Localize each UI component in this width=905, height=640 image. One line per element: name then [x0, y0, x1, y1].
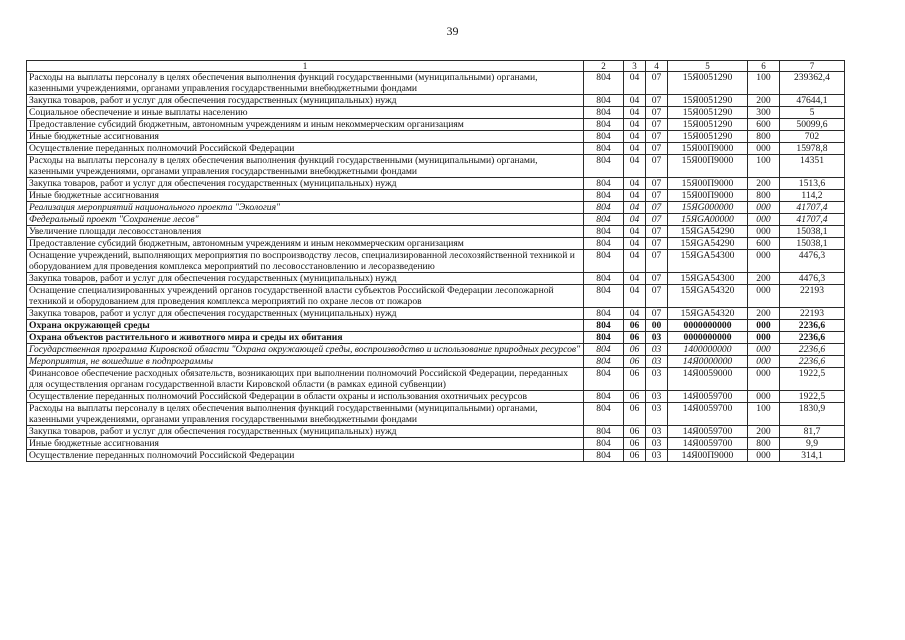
ministry-code-cell: 804	[584, 344, 624, 356]
ministry-code-cell: 804	[584, 308, 624, 320]
expense-type-cell: 000	[748, 226, 780, 238]
expense-name-cell: Закупка товаров, работ и услуг для обеспечения государственных (муниципальных) нужд	[27, 273, 584, 285]
target-article-cell: 14Я00П9000	[668, 450, 748, 462]
ministry-code-cell: 804	[584, 332, 624, 344]
ministry-code-cell: 804	[584, 202, 624, 214]
subsection-code-cell: 07	[646, 143, 668, 155]
section-code-cell: 06	[624, 426, 646, 438]
section-code-cell: 04	[624, 107, 646, 119]
expense-type-cell: 000	[748, 391, 780, 403]
expense-name-cell: Финансовое обеспечение расходных обязательств, возникающих при выполнении полномочий Российской Федерации, переданных для осуществления органам государственной власти Кировской области (в рамках единой субвенции)	[27, 368, 584, 391]
amount-cell: 2236,6	[780, 344, 845, 356]
section-code-cell: 04	[624, 285, 646, 308]
amount-cell: 1830,9	[780, 403, 845, 426]
target-article-cell: 14Я0059000	[668, 368, 748, 391]
subsection-code-cell: 07	[646, 190, 668, 202]
target-article-cell: 14Я0000000	[668, 356, 748, 368]
ministry-code-cell: 804	[584, 155, 624, 178]
expense-type-cell: 000	[748, 356, 780, 368]
subsection-code-cell: 07	[646, 226, 668, 238]
expense-type-cell: 300	[748, 107, 780, 119]
expense-name-cell: Иные бюджетные ассигнования	[27, 131, 584, 143]
amount-cell: 4476,3	[780, 250, 845, 273]
ministry-code-cell: 804	[584, 426, 624, 438]
section-code-cell: 04	[624, 273, 646, 285]
ministry-code-cell: 804	[584, 403, 624, 426]
expense-name-cell: Осуществление переданных полномочий Российской Федерации в области охраны и использования охотничьих ресурсов	[27, 391, 584, 403]
table-row	[27, 426, 845, 438]
target-article-cell: 15Я0051290	[668, 131, 748, 143]
subsection-code-cell: 07	[646, 285, 668, 308]
expense-name-cell: Увеличение площади лесовосстановления	[27, 226, 584, 238]
subsection-code-cell: 07	[646, 119, 668, 131]
subsection-code-cell: 07	[646, 95, 668, 107]
target-article-cell: 15ЯGA54320	[668, 308, 748, 320]
amount-cell: 4476,3	[780, 273, 845, 285]
table-row	[27, 178, 845, 190]
target-article-cell: 0000000000	[668, 332, 748, 344]
target-article-cell: 15Я00П9000	[668, 178, 748, 190]
expense-type-cell: 000	[748, 320, 780, 332]
expense-name-cell: Осуществление переданных полномочий Российской Федерации	[27, 450, 584, 462]
amount-cell: 15978,8	[780, 143, 845, 155]
expense-type-cell: 100	[748, 72, 780, 95]
expense-type-cell: 600	[748, 238, 780, 250]
table-row	[27, 131, 845, 143]
target-article-cell: 14Я0059700	[668, 438, 748, 450]
amount-cell: 15038,1	[780, 238, 845, 250]
target-article-cell: 0000000000	[668, 320, 748, 332]
expense-name-cell: Расходы на выплаты персоналу в целях обеспечения выполнения функций государственными (муниципальными) органами, казенными учреждениями, органами управления государственными внебюджетными фондами	[27, 403, 584, 426]
expense-name-cell: Осуществление переданных полномочий Российской Федерации	[27, 143, 584, 155]
section-code-cell: 04	[624, 131, 646, 143]
ministry-code-cell: 804	[584, 356, 624, 368]
subsection-code-cell: 07	[646, 107, 668, 119]
amount-cell: 22193	[780, 285, 845, 308]
table-row	[27, 143, 845, 155]
ministry-code-cell: 804	[584, 438, 624, 450]
section-code-cell: 04	[624, 238, 646, 250]
column-header-2: 2	[584, 61, 624, 72]
table-row	[27, 450, 845, 462]
section-code-cell: 04	[624, 202, 646, 214]
target-article-cell: 15Я0051290	[668, 95, 748, 107]
subsection-code-cell: 03	[646, 344, 668, 356]
table-row	[27, 238, 845, 250]
expense-name-cell: Предоставление субсидий бюджетным, автономным учреждениям и иным некоммерческим организациям	[27, 119, 584, 131]
table-row	[27, 95, 845, 107]
expense-type-cell: 200	[748, 178, 780, 190]
expense-type-cell: 600	[748, 119, 780, 131]
column-header-3: 3	[624, 61, 646, 72]
subsection-code-cell: 03	[646, 368, 668, 391]
amount-cell: 1922,5	[780, 368, 845, 391]
ministry-code-cell: 804	[584, 214, 624, 226]
expense-name-cell: Государственная программа Кировской области "Охрана окружающей среды, воспроизводство и использование природных ресурсов"	[27, 344, 584, 356]
expense-type-cell: 100	[748, 155, 780, 178]
expense-name-cell: Закупка товаров, работ и услуг для обеспечения государственных (муниципальных) нужд	[27, 95, 584, 107]
ministry-code-cell: 804	[584, 72, 624, 95]
table-body	[27, 72, 845, 462]
section-code-cell: 04	[624, 226, 646, 238]
subsection-code-cell: 03	[646, 438, 668, 450]
table-row	[27, 403, 845, 426]
ministry-code-cell: 804	[584, 238, 624, 250]
amount-cell: 1513,6	[780, 178, 845, 190]
target-article-cell: 1400000000	[668, 344, 748, 356]
target-article-cell: 15ЯGA54290	[668, 238, 748, 250]
amount-cell: 41707,4	[780, 214, 845, 226]
table-row	[27, 190, 845, 202]
expense-name-cell: Охрана окружающей среды	[27, 320, 584, 332]
target-article-cell: 15ЯGA54320	[668, 285, 748, 308]
section-code-cell: 04	[624, 308, 646, 320]
expense-type-cell: 000	[748, 344, 780, 356]
amount-cell: 47644,1	[780, 95, 845, 107]
ministry-code-cell: 804	[584, 119, 624, 131]
amount-cell: 22193	[780, 308, 845, 320]
table-row	[27, 344, 845, 356]
ministry-code-cell: 804	[584, 250, 624, 273]
subsection-code-cell: 07	[646, 155, 668, 178]
subsection-code-cell: 03	[646, 426, 668, 438]
table-row	[27, 438, 845, 450]
expense-name-cell: Иные бюджетные ассигнования	[27, 190, 584, 202]
target-article-cell: 15Я0051290	[668, 119, 748, 131]
expense-type-cell: 800	[748, 131, 780, 143]
amount-cell: 239362,4	[780, 72, 845, 95]
expense-type-cell: 000	[748, 332, 780, 344]
table-row	[27, 155, 845, 178]
expense-type-cell: 200	[748, 308, 780, 320]
section-code-cell: 06	[624, 320, 646, 332]
subsection-code-cell: 03	[646, 332, 668, 344]
section-code-cell: 06	[624, 450, 646, 462]
amount-cell: 2236,6	[780, 332, 845, 344]
column-header-4: 4	[646, 61, 668, 72]
target-article-cell: 15Я00П9000	[668, 143, 748, 155]
section-code-cell: 06	[624, 438, 646, 450]
table-row	[27, 356, 845, 368]
amount-cell: 1922,5	[780, 391, 845, 403]
expense-type-cell: 000	[748, 214, 780, 226]
target-article-cell: 15ЯGA54290	[668, 226, 748, 238]
expense-type-cell: 000	[748, 368, 780, 391]
table-row	[27, 214, 845, 226]
target-article-cell: 15ЯGA54300	[668, 250, 748, 273]
table-row	[27, 72, 845, 95]
table-row	[27, 308, 845, 320]
target-article-cell: 14Я0059700	[668, 426, 748, 438]
expense-type-cell: 800	[748, 438, 780, 450]
section-code-cell: 06	[624, 403, 646, 426]
subsection-code-cell: 03	[646, 391, 668, 403]
target-article-cell: 15Я00П9000	[668, 155, 748, 178]
section-code-cell: 06	[624, 368, 646, 391]
expense-name-cell: Расходы на выплаты персоналу в целях обеспечения выполнения функций государственными (муниципальными) органами, казенными учреждениями, органами управления государственными внебюджетными фондами	[27, 72, 584, 95]
subsection-code-cell: 07	[646, 131, 668, 143]
expense-type-cell: 000	[748, 250, 780, 273]
target-article-cell: 15ЯG000000	[668, 202, 748, 214]
subsection-code-cell: 00	[646, 320, 668, 332]
expense-name-cell: Закупка товаров, работ и услуг для обеспечения государственных (муниципальных) нужд	[27, 178, 584, 190]
section-code-cell: 04	[624, 178, 646, 190]
ministry-code-cell: 804	[584, 226, 624, 238]
subsection-code-cell: 07	[646, 238, 668, 250]
expense-name-cell: Охрана объектов растительного и животного мира и среды их обитания	[27, 332, 584, 344]
table-row	[27, 119, 845, 131]
amount-cell: 5	[780, 107, 845, 119]
target-article-cell: 14Я0059700	[668, 391, 748, 403]
expense-name-cell: Иные бюджетные ассигнования	[27, 438, 584, 450]
section-code-cell: 04	[624, 72, 646, 95]
table-row	[27, 285, 845, 308]
section-code-cell: 04	[624, 190, 646, 202]
section-code-cell: 04	[624, 119, 646, 131]
target-article-cell: 15Я00П9000	[668, 190, 748, 202]
table-row	[27, 202, 845, 214]
column-header-5: 5	[668, 61, 748, 72]
target-article-cell: 15Я0051290	[668, 72, 748, 95]
expense-name-cell: Закупка товаров, работ и услуг для обеспечения государственных (муниципальных) нужд	[27, 426, 584, 438]
ministry-code-cell: 804	[584, 285, 624, 308]
amount-cell: 702	[780, 131, 845, 143]
expense-type-cell: 200	[748, 426, 780, 438]
ministry-code-cell: 804	[584, 143, 624, 155]
expense-name-cell: Социальное обеспечение и иные выплаты населению	[27, 107, 584, 119]
target-article-cell: 15ЯGA54300	[668, 273, 748, 285]
ministry-code-cell: 804	[584, 190, 624, 202]
page-number: 39	[446, 24, 459, 38]
expense-name-cell: Оснащение специализированных учреждений органов государственной власти субъектов Российской Федерации лесопожарной техникой и оборудованием для проведения комплекса мероприятий по охране лесов от пожаров	[27, 285, 584, 308]
amount-cell: 2236,6	[780, 320, 845, 332]
expense-type-cell: 200	[748, 273, 780, 285]
expense-name-cell: Предоставление субсидий бюджетным, автономным учреждениям и иным некоммерческим организациям	[27, 238, 584, 250]
subsection-code-cell: 07	[646, 72, 668, 95]
table-row	[27, 250, 845, 273]
section-code-cell: 06	[624, 356, 646, 368]
amount-cell: 114,2	[780, 190, 845, 202]
amount-cell: 14351	[780, 155, 845, 178]
section-code-cell: 04	[624, 250, 646, 273]
amount-cell: 41707,4	[780, 202, 845, 214]
amount-cell: 15038,1	[780, 226, 845, 238]
column-header-1: 1	[27, 61, 584, 72]
subsection-code-cell: 03	[646, 450, 668, 462]
target-article-cell: 14Я0059700	[668, 403, 748, 426]
table-row	[27, 107, 845, 119]
expense-type-cell: 200	[748, 95, 780, 107]
section-code-cell: 06	[624, 332, 646, 344]
expense-name-cell: Закупка товаров, работ и услуг для обеспечения государственных (муниципальных) нужд	[27, 308, 584, 320]
subsection-code-cell: 03	[646, 403, 668, 426]
amount-cell: 9,9	[780, 438, 845, 450]
section-code-cell: 04	[624, 155, 646, 178]
ministry-code-cell: 804	[584, 273, 624, 285]
target-article-cell: 15Я0051290	[668, 107, 748, 119]
section-code-cell: 04	[624, 95, 646, 107]
table-row	[27, 368, 845, 391]
section-code-cell: 04	[624, 143, 646, 155]
expense-name-cell: Мероприятия, не вошедшие в подпрограммы	[27, 356, 584, 368]
column-header-6: 6	[748, 61, 780, 72]
expense-name-cell: Федеральный проект "Сохранение лесов"	[27, 214, 584, 226]
subsection-code-cell: 07	[646, 178, 668, 190]
ministry-code-cell: 804	[584, 131, 624, 143]
ministry-code-cell: 804	[584, 95, 624, 107]
expense-type-cell: 000	[748, 202, 780, 214]
table-row	[27, 320, 845, 332]
expense-type-cell: 800	[748, 190, 780, 202]
subsection-code-cell: 07	[646, 273, 668, 285]
ministry-code-cell: 804	[584, 320, 624, 332]
amount-cell: 81,7	[780, 426, 845, 438]
ministry-code-cell: 804	[584, 368, 624, 391]
subsection-code-cell: 07	[646, 214, 668, 226]
subsection-code-cell: 07	[646, 250, 668, 273]
section-code-cell: 04	[624, 214, 646, 226]
subsection-code-cell: 03	[646, 356, 668, 368]
expense-name-cell: Реализация мероприятий национального проекта "Экология"	[27, 202, 584, 214]
expense-name-cell: Оснащение учреждений, выполняющих мероприятия по воспроизводству лесов, специализированной лесохозяйственной техникой и оборудованием для проведения комплекса мероприятий по лесовосстановлению и лесоразведению	[27, 250, 584, 273]
amount-cell: 314,1	[780, 450, 845, 462]
amount-cell: 50099,6	[780, 119, 845, 131]
ministry-code-cell: 804	[584, 107, 624, 119]
amount-cell: 2236,6	[780, 356, 845, 368]
expense-type-cell: 100	[748, 403, 780, 426]
header-row	[27, 61, 845, 72]
column-header-7: 7	[780, 61, 845, 72]
target-article-cell: 15ЯGA00000	[668, 214, 748, 226]
section-code-cell: 06	[624, 344, 646, 356]
expense-type-cell: 000	[748, 285, 780, 308]
table-row	[27, 226, 845, 238]
budget-table	[26, 60, 845, 462]
section-code-cell: 06	[624, 391, 646, 403]
table-row	[27, 273, 845, 285]
table-row	[27, 391, 845, 403]
expense-type-cell: 000	[748, 450, 780, 462]
ministry-code-cell: 804	[584, 391, 624, 403]
expense-type-cell: 000	[748, 143, 780, 155]
subsection-code-cell: 07	[646, 202, 668, 214]
ministry-code-cell: 804	[584, 178, 624, 190]
expense-name-cell: Расходы на выплаты персоналу в целях обеспечения выполнения функций государственными (муниципальными) органами, казенными учреждениями, органами управления государственными внебюджетными фондами	[27, 155, 584, 178]
table-row	[27, 332, 845, 344]
subsection-code-cell: 07	[646, 308, 668, 320]
ministry-code-cell: 804	[584, 450, 624, 462]
